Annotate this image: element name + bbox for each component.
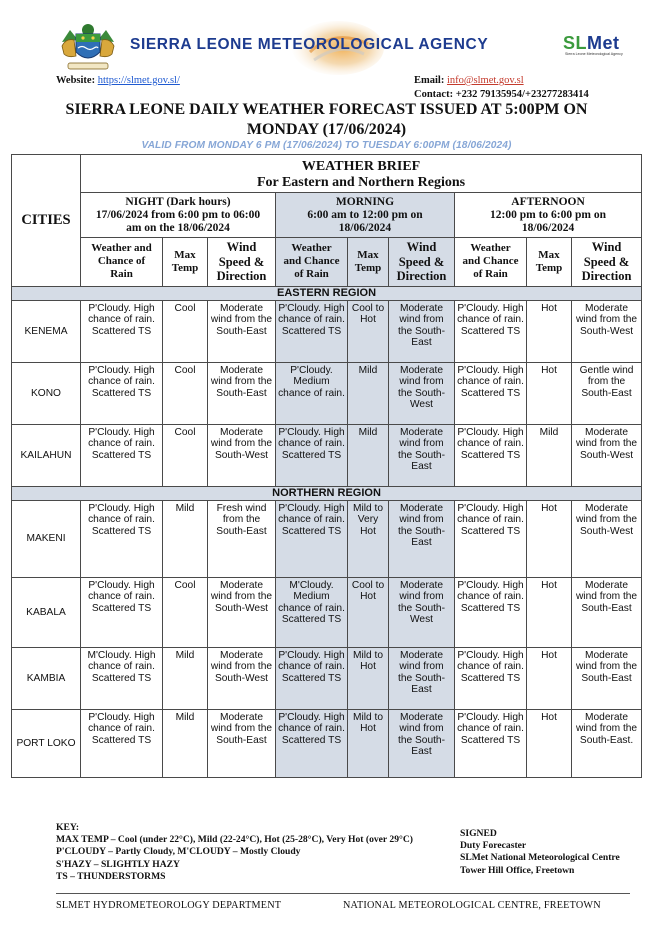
weather-brief-header [81, 155, 642, 193]
legend-key [56, 822, 413, 883]
subheader-text: Direction [581, 269, 632, 283]
website-link[interactable]: https://slmet.gov.sl/ [97, 75, 180, 86]
cell-weather-night: P'Cloudy. High chance of rain. Scattered TS [81, 362, 163, 424]
cell-temp-afternoon: Hot [527, 500, 572, 577]
footer-department: SLMET HYDROMETEOROLOGY DEPARTMENT [56, 900, 282, 911]
cell-temp-night: Mild [163, 709, 208, 777]
cell-wind-afternoon: Moderate wind from the South-East [572, 577, 642, 647]
city-name: KONO [12, 362, 81, 424]
subheader-text: Direction [216, 269, 267, 283]
cell-wind-night: Moderate wind from the South-East [208, 709, 276, 777]
period-line: 17/06/2024 from 6:00 pm to 06:00 [95, 209, 261, 221]
subheader-text: Weather [291, 242, 332, 255]
subheader-text: Max [174, 248, 196, 261]
table-row [12, 577, 642, 647]
email-label: Email: [414, 75, 445, 86]
cell-temp-afternoon: Hot [527, 647, 572, 709]
key-line: MAX TEMP – Cool (under 22°C), Mild (22-24°C), Hot (25-28°C), Very Hot (over 29°C) [56, 834, 413, 846]
cell-weather-afternoon: P'Cloudy. High chance of rain. Scattered TS [455, 647, 527, 709]
cell-wind-afternoon: Moderate wind from the South-West [572, 424, 642, 486]
logo-met-text: Met [587, 33, 620, 53]
cell-weather-night: P'Cloudy. High chance of rain. Scattered TS [81, 577, 163, 647]
cell-temp-afternoon: Hot [527, 362, 572, 424]
subheader-text: Chance of [97, 255, 146, 268]
cell-weather-night: P'Cloudy. High chance of rain. Scattered TS [81, 709, 163, 777]
city-name: KAILAHUN [12, 424, 81, 486]
col-weather-night [81, 238, 163, 287]
subheader-text: Weather and [91, 242, 152, 255]
period-line: 18/06/2024 [338, 222, 392, 234]
cell-wind-morning: Moderate wind from the South-East [389, 424, 455, 486]
cell-wind-afternoon: Moderate wind from the South-West [572, 500, 642, 577]
signature-block [460, 828, 620, 877]
brief-title: WEATHER BRIEF [301, 158, 421, 174]
cell-weather-morning: M'Cloudy. Medium chance of rain. Scattered TS [276, 577, 348, 647]
col-temp-morning [348, 238, 389, 287]
footer-divider [56, 893, 630, 894]
period-night [81, 193, 276, 238]
subheader-text: of Rain [473, 268, 508, 281]
cell-weather-night: M'Cloudy. High chance of rain. Scattered TS [81, 647, 163, 709]
cell-temp-afternoon: Mild [527, 424, 572, 486]
cell-temp-afternoon: Hot [527, 300, 572, 362]
key-line: P'CLOUDY – Partly Cloudy, M'CLOUDY – Mostly Cloudy [56, 846, 301, 858]
cell-temp-morning: Cool to Hot [348, 300, 389, 362]
period-line: am on the 18/06/2024 [126, 222, 230, 234]
logo-subtitle: Sierra Leone Meteorological Agency [565, 52, 623, 56]
subheader-text: of Rain [294, 268, 329, 281]
cell-wind-night: Moderate wind from the South-West [208, 424, 276, 486]
cell-wind-night: Moderate wind from the South-West [208, 647, 276, 709]
cell-temp-night: Cool [163, 577, 208, 647]
cell-temp-morning: Mild to Very Hot [348, 500, 389, 577]
col-temp-afternoon [527, 238, 572, 287]
region-row [12, 286, 642, 300]
cell-weather-afternoon: P'Cloudy. High chance of rain. Scattered TS [455, 709, 527, 777]
cell-wind-night: Fresh wind from the South-East [208, 500, 276, 577]
cell-temp-morning: Mild to Hot [348, 709, 389, 777]
cell-wind-night: Moderate wind from the South-East [208, 300, 276, 362]
period-name: AFTERNOON [511, 196, 585, 208]
signed-line: SLMet National Meteorological Centre [460, 852, 620, 864]
email-line [414, 75, 524, 86]
cell-weather-morning: P'Cloudy. Medium chance of rain. [276, 362, 348, 424]
cell-wind-morning: Moderate wind from the South-West [389, 577, 455, 647]
website-line [56, 75, 180, 86]
forecast-title-line2: MONDAY (17/06/2024) [246, 121, 407, 138]
table-row [12, 500, 642, 577]
table-row [12, 647, 642, 709]
contact-label: Contact: [414, 89, 454, 100]
cell-weather-night: P'Cloudy. High chance of rain. Scattered TS [81, 424, 163, 486]
key-line: S'HAZY – SLIGHTLY HAZY [56, 858, 180, 870]
subheader-text: Speed & [218, 254, 265, 269]
cell-wind-afternoon: Gentle wind from the South-East [572, 362, 642, 424]
table-row [12, 709, 642, 777]
cell-wind-night: Moderate wind from the South-West [208, 577, 276, 647]
contact-line [414, 89, 589, 100]
cell-temp-night: Mild [163, 647, 208, 709]
key-line: TS – THUNDERSTORMS [56, 870, 166, 882]
city-name: KAMBIA [12, 647, 81, 709]
footer-centre: NATIONAL METEOROLOGICAL CENTRE, FREETOWN [343, 900, 601, 911]
table-row [12, 362, 642, 424]
period-line: 6:00 am to 12:00 pm on [307, 209, 423, 221]
cell-wind-morning: Moderate wind from the South-East [389, 500, 455, 577]
subheader-text: Temp [171, 261, 199, 274]
forecast-title-line1: SIERRA LEONE DAILY WEATHER FORECAST ISSUED AT 5:00PM ON [65, 101, 588, 118]
cell-wind-morning: Moderate wind from the South-West [389, 362, 455, 424]
period-morning [276, 193, 455, 238]
agency-name: SIERRA LEONE METEOROLOGICAL AGENCY [130, 36, 489, 53]
cell-wind-afternoon: Moderate wind from the South-East [572, 647, 642, 709]
cell-weather-morning: P'Cloudy. High chance of rain. Scattered TS [276, 300, 348, 362]
col-weather-morning [276, 238, 348, 287]
cell-wind-morning: Moderate wind from the South-East [389, 709, 455, 777]
cell-wind-morning: Moderate wind from the South-East [389, 647, 455, 709]
period-name: MORNING [335, 196, 395, 208]
subheader-text: Max [357, 248, 379, 261]
cities-header: CITIES [12, 155, 81, 287]
region-header: NORTHERN REGION [12, 486, 642, 500]
table-row [12, 300, 642, 362]
coat-of-arms-icon [56, 22, 120, 72]
region-row [12, 486, 642, 500]
subheader-text: Weather [470, 242, 511, 255]
period-afternoon [455, 193, 642, 238]
subheader-text: Direction [396, 269, 447, 283]
col-weather-afternoon [455, 238, 527, 287]
col-wind-morning [389, 238, 455, 287]
validity-period: VALID FROM MONDAY 6 PM (17/06/2024) TO TUESDAY 6:00PM (18/06/2024) [141, 140, 512, 151]
cell-temp-morning: Mild [348, 362, 389, 424]
signed-line: SIGNED [460, 828, 497, 839]
period-line: 18/06/2024 [521, 222, 575, 234]
cell-temp-morning: Mild to Hot [348, 647, 389, 709]
brief-subtitle: For Eastern and Northern Regions [256, 174, 466, 190]
cell-weather-afternoon: P'Cloudy. High chance of rain. Scattered TS [455, 424, 527, 486]
cell-weather-morning: P'Cloudy. High chance of rain. Scattered TS [276, 424, 348, 486]
col-wind-night [208, 238, 276, 287]
cell-temp-morning: Cool to Hot [348, 577, 389, 647]
cell-temp-night: Cool [163, 362, 208, 424]
logo-sl-text: SL [563, 33, 588, 53]
cell-wind-afternoon: Moderate wind from the South-East. [572, 709, 642, 777]
cell-weather-night: P'Cloudy. High chance of rain. Scattered TS [81, 500, 163, 577]
subheader-text: Temp [535, 261, 563, 274]
subheader-text: Temp [354, 261, 382, 274]
col-temp-night [163, 238, 208, 287]
cell-weather-morning: P'Cloudy. High chance of rain. Scattered TS [276, 500, 348, 577]
subheader-text: and Chance [462, 255, 519, 268]
cell-weather-afternoon: P'Cloudy. High chance of rain. Scattered TS [455, 500, 527, 577]
contact-numbers: +232 79135954/+23277283414 [455, 89, 589, 100]
region-header: EASTERN REGION [12, 286, 642, 300]
cell-weather-morning: P'Cloudy. High chance of rain. Scattered TS [276, 709, 348, 777]
cell-temp-afternoon: Hot [527, 709, 572, 777]
cell-weather-night: P'Cloudy. High chance of rain. Scattered TS [81, 300, 163, 362]
website-label: Website: [56, 75, 96, 86]
slmet-logo [563, 33, 638, 61]
period-name: NIGHT (Dark hours) [125, 196, 231, 208]
cell-temp-morning: Mild [348, 424, 389, 486]
email-link[interactable]: info@slmet.gov.sl [446, 75, 524, 86]
period-line: 12:00 pm to 6:00 pm on [490, 209, 607, 221]
cell-temp-night: Mild [163, 500, 208, 577]
cell-weather-morning: P'Cloudy. High chance of rain. Scattered TS [276, 647, 348, 709]
subheader-text: Wind [406, 240, 437, 254]
col-wind-afternoon [572, 238, 642, 287]
cell-weather-afternoon: P'Cloudy. High chance of rain. Scattered TS [455, 577, 527, 647]
cell-wind-night: Moderate wind from the South-East [208, 362, 276, 424]
city-name: KENEMA [12, 300, 81, 362]
signed-line: Duty Forecaster [460, 840, 527, 852]
forecast-table [11, 154, 642, 778]
city-name: KABALA [12, 577, 81, 647]
subheader-text: Speed & [583, 254, 630, 269]
subheader-text: Wind [226, 240, 257, 254]
city-name: PORT LOKO [12, 709, 81, 777]
subheader-text: Wind [591, 240, 622, 254]
subheader-text: Speed & [398, 254, 445, 269]
table-row [12, 424, 642, 486]
subheader-text: and Chance [283, 255, 340, 268]
signed-line: Tower Hill Office, Freetown [460, 864, 575, 876]
key-title: KEY: [56, 822, 80, 833]
cell-temp-afternoon: Hot [527, 577, 572, 647]
cell-temp-night: Cool [163, 300, 208, 362]
subheader-text: Max [538, 248, 560, 261]
cell-temp-night: Cool [163, 424, 208, 486]
cell-weather-afternoon: P'Cloudy. High chance of rain. Scattered TS [455, 300, 527, 362]
cell-wind-morning: Moderate wind from the South-East [389, 300, 455, 362]
cell-wind-afternoon: Moderate wind from the South-West [572, 300, 642, 362]
cell-weather-afternoon: P'Cloudy. High chance of rain. Scattered TS [455, 362, 527, 424]
subheader-text: Rain [110, 268, 133, 281]
city-name: MAKENI [12, 500, 81, 577]
